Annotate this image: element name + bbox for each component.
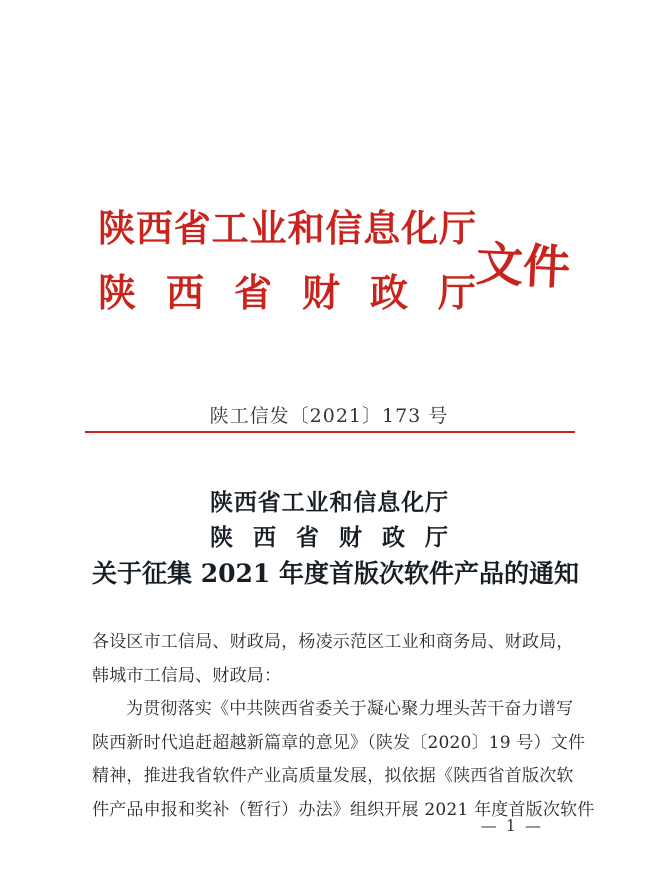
document-reference-number: 陕工信发〔2021〕173 号 [209, 405, 449, 427]
paragraph-line: 件产品申报和奖补（暂行）办法》组织开展 2021 年度首版次软件 [92, 799, 595, 820]
red-divider-line [85, 431, 575, 433]
paragraph-line: 精神，推进我省软件产业高质量发展，拟依据《陕西省首版次软 [92, 766, 574, 786]
paragraph-line: 陕西新时代追赶超越新篇章的意见》（陕发〔2020〕19 号）文件 [92, 732, 586, 753]
page-number: — 1 — [480, 816, 543, 835]
title-agency-line1: 陕西省工业和信息化厅 [210, 489, 448, 516]
letterhead-document-suffix: 文件 [474, 236, 572, 297]
letterhead [98, 206, 572, 315]
addressee-line: 韩城市工信局、财政局： [92, 665, 282, 686]
title-subject-line: 关于征集 2021 年度首版次软件产品的通知 [92, 559, 579, 588]
letterhead-agency-names [98, 206, 476, 315]
agency-name-secondary: 陕西省财政厅 [98, 270, 476, 315]
document-title [92, 489, 579, 588]
paragraph-line: 为贯彻落实《中共陕西省委关于凝心聚力埋头苦干奋力谱写 [126, 699, 574, 719]
addressee-line: 各设区市工信局、财政局，杨凌示范区工业和商务局、财政局， [92, 632, 574, 652]
agency-name-primary: 陕西省工业和信息化厅 [98, 206, 476, 250]
document-body [92, 626, 595, 827]
title-agency-line2: 陕西省财政厅 [210, 524, 448, 551]
